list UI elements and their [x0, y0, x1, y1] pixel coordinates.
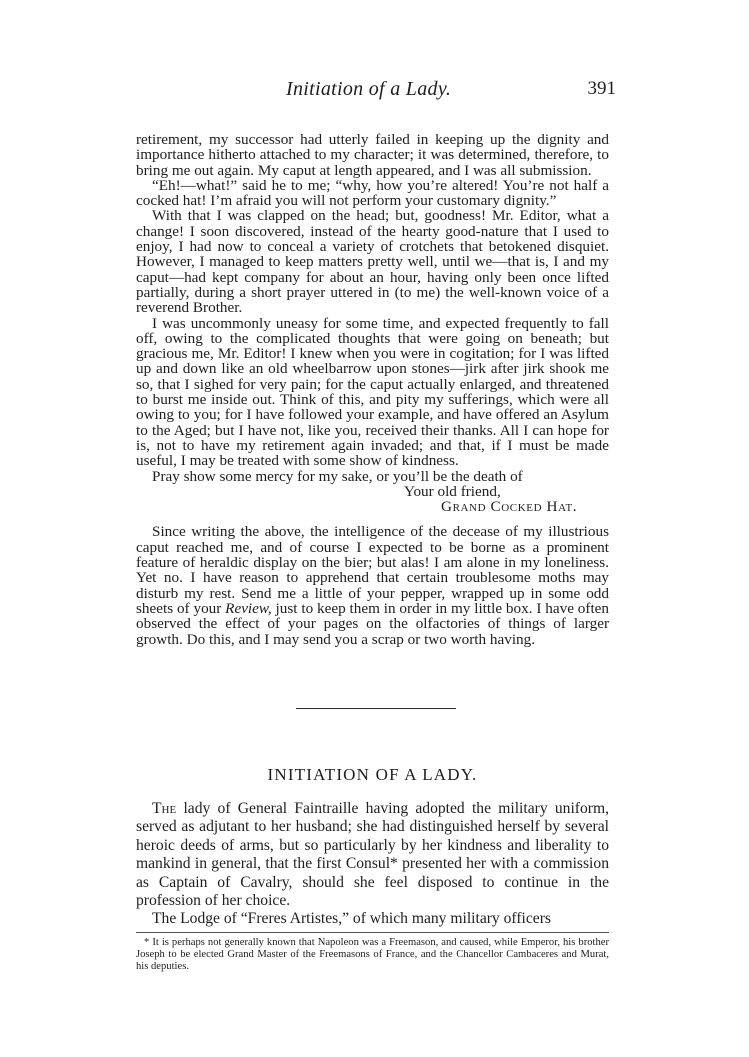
section-paragraph-1	[136, 800, 609, 910]
letter-paragraph-1: retirement, my successor had utterly failed in keeping up the dignity and importance hitherto attached to my character; it was determined, therefore, to bring me out again. My caput at length appeared, and I was all submission.	[136, 131, 609, 179]
section-body	[136, 800, 609, 929]
page-number: 391	[587, 78, 616, 99]
postscript-text-a: Since writing the above, the intelligence of the decease of my illustrious caput reached me, and of course I expected to be borne as a prominent feature of heraldic display on the bier; but alas! I am alone in my loneliness. Yet no. I have reason to apprehend that certain troublesome moths may disturb my rest. Send me a little of your pepper, wrapped up in some odd sheets of your	[136, 523, 609, 617]
running-title: Initiation of a Lady.	[286, 78, 452, 100]
letter-paragraph-3: With that I was clapped on the head; but, goodness! Mr. Editor, what a change! I soon discovered, instead of the hearty good-nature that I used to enjoy, I had now to conceal a variety of crotchets that betokened disquiet. However, I managed to keep matters pretty well, until we—that is, I and my caput—had kept company for about an hour, having only been once lifted partially, during a short prayer uttered in (to me) the well-known voice of a reverend Brother.	[136, 207, 609, 317]
letter-postscript	[136, 524, 609, 646]
footnote	[136, 937, 609, 974]
footnote-rule	[136, 932, 609, 933]
section-heading: INITIATION OF A LADY.	[267, 765, 478, 784]
letter-body	[136, 132, 609, 647]
letter-paragraph-2: “Eh!—what!” said he to me; “why, how you’re altered! You’re not half a cocked hat! I’m afraid you will not perform your customary dignity.”	[136, 176, 609, 210]
postscript-text-b: just to keep them in order in my little box. I have often observed the effect of your pages on the olfactories of things of larger growth. Do this, and I may send you a scrap or two worth having.	[136, 599, 609, 648]
section-divider	[296, 708, 456, 709]
footnote-text: * It is perhaps not generally known that Napoleon was a Freemason, and caused, while Emperor, his brother Joseph to be elected Grand Master of the Freemasons of France, and the Chancellor Cambaceres and Murat, his deputies.	[136, 937, 609, 973]
letter-closing: Your old friend,	[404, 482, 501, 500]
letter-signature: Grand Cocked Hat.	[441, 498, 578, 516]
section-paragraph-2: The Lodge of “Freres Artistes,” of which many military officers	[152, 910, 551, 928]
postscript-review-italic: Review,	[225, 599, 272, 617]
letter-paragraph-4: I was uncommonly uneasy for some time, and expected frequently to fall off, owing to the complicated thoughts that were going on beneath; but gracious me, Mr. Editor! I knew when you were in cogitation; for I was lifted up and down like an old wheelbarrow upon stones—jirk after jirk shook me so, that I sighed for very pain; for the caput actually enlarged, and threatened to burst me inside out. Think of this, and pity my sufferings, which were all owing to you; for I have followed your example, and have offered an Asylum to the Aged; but I have not, like you, received their thanks. All I can hope for is, not to have my retirement again invaded; and that, if I must be made useful, I may be treated with some show of kindness.	[136, 314, 609, 470]
section-opening-word: The	[152, 800, 177, 817]
section-paragraph-1-text: lady of General Faintraille having adopted the military uniform, served as adjutant to her husband; she had distinguished herself by several heroic deeds of arms, but so particularly by her kindness and liberality to mankind in general, that the first Consul* presented her with a commission as Captain of Cavalry, should she feel disposed to continue in the profession of her choice.	[136, 800, 609, 910]
letter-paragraph-5: Pray show some mercy for my sake, or you’ll be the death of	[152, 467, 523, 485]
running-header	[136, 72, 616, 106]
